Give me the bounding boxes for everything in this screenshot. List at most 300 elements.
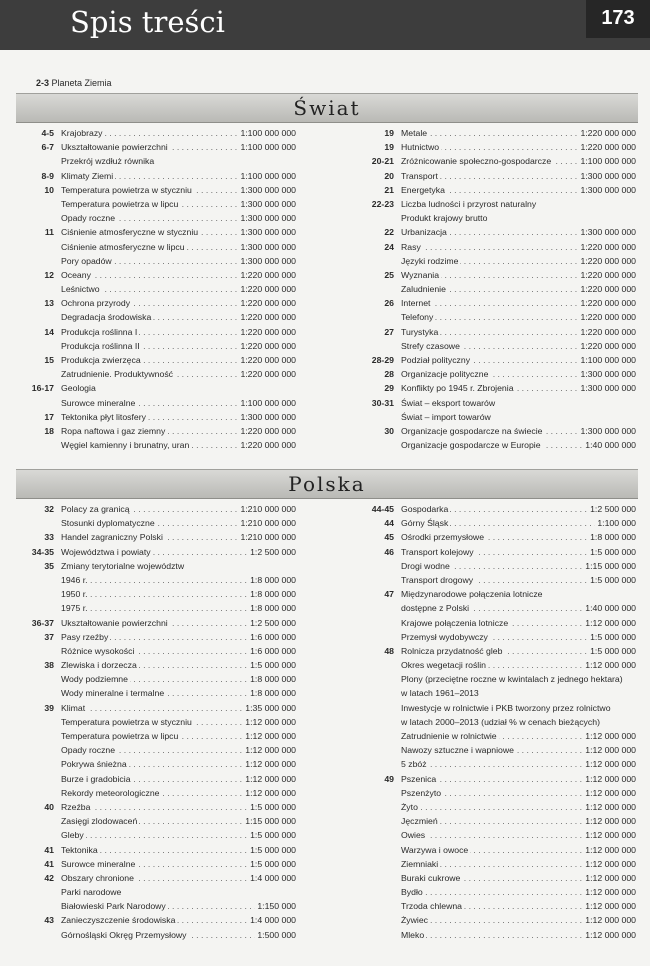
entry-page-number: 11 bbox=[44, 227, 54, 238]
toc-entry[interactable] bbox=[356, 885, 636, 899]
toc-entry[interactable] bbox=[16, 169, 296, 183]
entry-page-number: 13 bbox=[44, 298, 54, 309]
entry-scale: 1:12 000 000 bbox=[583, 885, 636, 899]
entry-label: Obszary chronione bbox=[61, 872, 134, 883]
toc-entry[interactable] bbox=[356, 438, 636, 452]
entry-label: Owies bbox=[401, 830, 426, 841]
entry-label: Metale bbox=[401, 128, 428, 138]
entry-scale: 1:220 000 000 bbox=[578, 325, 636, 339]
toc-entry[interactable] bbox=[356, 672, 636, 686]
entry-label: Klimaty Ziemi bbox=[61, 170, 114, 181]
toc-entry[interactable] bbox=[356, 268, 636, 282]
toc-entry[interactable] bbox=[356, 843, 636, 857]
toc-entry[interactable] bbox=[16, 296, 296, 310]
toc-entry[interactable] bbox=[356, 353, 636, 367]
entry-scale: 1:100 000 000 bbox=[238, 140, 296, 154]
toc-entry[interactable] bbox=[16, 339, 296, 353]
entry-page-number: 19 bbox=[384, 142, 394, 153]
entry-label: Surowce mineralne bbox=[61, 397, 136, 408]
toc-entry[interactable] bbox=[356, 899, 636, 913]
entry-label: dostępne z Polski bbox=[401, 603, 470, 614]
entry-label: Opady roczne bbox=[61, 745, 116, 756]
entry-label: Zatrudnienie w rolnictwie bbox=[401, 731, 497, 741]
toc-entry[interactable] bbox=[16, 268, 296, 282]
toc-entry[interactable] bbox=[356, 772, 636, 786]
entry-label: Parki narodowe bbox=[61, 887, 122, 898]
toc-entry[interactable] bbox=[356, 410, 636, 424]
entry-label: Transport kolejowy bbox=[401, 546, 474, 557]
entry-page-number: 29 bbox=[384, 383, 394, 394]
entry-scale: 1:5 000 000 bbox=[588, 644, 636, 658]
toc-entry[interactable] bbox=[356, 502, 636, 516]
toc-entry[interactable] bbox=[356, 197, 636, 211]
toc-entry[interactable] bbox=[356, 211, 636, 225]
entry-label: Leśnictwo bbox=[61, 284, 100, 295]
entry-label: 1975 r. bbox=[61, 603, 88, 614]
entry-scale: 1:5 000 000 bbox=[588, 630, 636, 644]
entry-scale: 1:12 000 000 bbox=[243, 772, 296, 786]
toc-entry[interactable] bbox=[356, 282, 636, 296]
entry-scale: 1:300 000 000 bbox=[238, 225, 296, 239]
entry-scale: 1:12 000 000 bbox=[243, 729, 296, 743]
entry-scale: 1:12 000 000 bbox=[583, 928, 636, 942]
toc-entry[interactable] bbox=[16, 587, 296, 601]
entry-label: Klimat bbox=[61, 702, 86, 713]
entry-scale: 1:35 000 000 bbox=[243, 701, 296, 715]
section-title: Polska bbox=[288, 472, 366, 496]
entry-label: 5 zbóż bbox=[401, 759, 427, 770]
entry-scale: 1:300 000 000 bbox=[238, 197, 296, 211]
toc-entry[interactable] bbox=[356, 169, 636, 183]
toc-entry[interactable] bbox=[16, 353, 296, 367]
entry-scale: 1:300 000 000 bbox=[238, 410, 296, 424]
toc-entry[interactable] bbox=[16, 757, 296, 771]
entry-scale: 1:12 000 000 bbox=[583, 857, 636, 871]
entry-page-number: 24 bbox=[384, 241, 394, 252]
toc-entry[interactable] bbox=[356, 254, 636, 268]
entry-label-wrap bbox=[401, 410, 636, 424]
entry-page-number: 8-9 bbox=[41, 170, 54, 181]
entry-label: Rolnicza przydatność gleb bbox=[401, 645, 503, 656]
toc-entry[interactable] bbox=[16, 559, 296, 573]
entry-scale: 1:12 000 000 bbox=[583, 899, 636, 913]
toc-entry[interactable] bbox=[356, 630, 636, 644]
toc-entry[interactable] bbox=[16, 197, 296, 211]
entry-label: Transport bbox=[401, 170, 438, 181]
section-header-polska bbox=[16, 469, 638, 499]
entry-scale: 1:220 000 000 bbox=[238, 296, 296, 310]
toc-entry[interactable] bbox=[356, 587, 636, 601]
toc-entry[interactable] bbox=[356, 616, 636, 630]
entry-label: Telefony bbox=[401, 312, 434, 323]
entry-page-number: 22 bbox=[384, 227, 394, 238]
entry-scale: 1:12 000 000 bbox=[583, 913, 636, 927]
entry-scale: 1:12 000 000 bbox=[583, 814, 636, 828]
entry-scale: 1:5 000 000 bbox=[248, 828, 296, 842]
entry-page-number: 42 bbox=[44, 872, 54, 883]
toc-entry[interactable] bbox=[356, 644, 636, 658]
toc-entry[interactable] bbox=[16, 282, 296, 296]
toc-entry[interactable] bbox=[356, 424, 636, 438]
entry-scale: 1:220 000 000 bbox=[238, 268, 296, 282]
entry-label: Podział polityczny bbox=[401, 355, 471, 365]
entry-page-number: 47 bbox=[384, 589, 394, 600]
entry-label: Bydło bbox=[401, 887, 423, 898]
entry-scale: 1:300 000 000 bbox=[578, 424, 636, 438]
entry-scale: 1:5 000 000 bbox=[248, 800, 296, 814]
entry-page-number: 2-3 bbox=[36, 78, 50, 88]
entry-label: Nawozy sztuczne i wapniowe bbox=[401, 745, 514, 756]
entry-scale: 1:8 000 000 bbox=[248, 672, 296, 686]
entry-label: Żyto bbox=[401, 801, 418, 812]
entry-label: Ukształtowanie powierzchni bbox=[61, 617, 168, 628]
toc-entry[interactable] bbox=[356, 339, 636, 353]
entry-scale: 1:150 000 bbox=[255, 899, 296, 913]
entry-label: Strefy czasowe bbox=[401, 340, 460, 351]
toc-entry[interactable] bbox=[356, 913, 636, 927]
entry-scale: 1:12 000 000 bbox=[243, 715, 296, 729]
entry-label-wrap bbox=[61, 885, 296, 899]
toc-entry[interactable] bbox=[356, 601, 636, 615]
entry-label: Zanieczyszczenie środowiska bbox=[61, 915, 176, 926]
entry-label: Krajowe połączenia lotnicze bbox=[401, 617, 509, 628]
toc-entry[interactable] bbox=[16, 424, 296, 438]
entry-label: Buraki cukrowe bbox=[401, 872, 461, 883]
entry-label: Węgiel kamienny i brunatny, uran bbox=[61, 440, 190, 451]
toc-entry[interactable] bbox=[356, 928, 636, 942]
entry-label: Górny Śląsk bbox=[401, 518, 449, 529]
entry-scale: 1:100 000 000 bbox=[238, 396, 296, 410]
entry-label: Plony (przeciętne roczne w kwintalach z jednego hektara) bbox=[401, 674, 623, 685]
entry-label: Języki rodzime bbox=[401, 255, 459, 266]
entry-scale: 1:100 000 000 bbox=[578, 154, 636, 168]
toc-entry[interactable] bbox=[16, 814, 296, 828]
entry-label: Okres wegetacji roślin bbox=[401, 660, 486, 671]
toc-entry[interactable] bbox=[16, 828, 296, 842]
toc-entry[interactable] bbox=[16, 899, 296, 913]
entry-scale: 1:12 000 000 bbox=[583, 871, 636, 885]
toc-entry[interactable] bbox=[16, 154, 296, 168]
entry-scale: 1:5 000 000 bbox=[248, 658, 296, 672]
toc-entry[interactable] bbox=[356, 559, 636, 573]
toc-entry[interactable] bbox=[16, 367, 296, 381]
entry-scale: 1:300 000 000 bbox=[578, 225, 636, 239]
toc-entry[interactable] bbox=[356, 757, 636, 771]
entry-label: Organizacje gospodarcze na świecie bbox=[401, 425, 543, 436]
toc-entry[interactable] bbox=[16, 545, 296, 559]
entry-label: Górnośląski Okręg Przemysłowy bbox=[61, 929, 187, 940]
toc-entry[interactable] bbox=[16, 325, 296, 339]
entry-label: Konflikty po 1945 r. Zbrojenia bbox=[401, 383, 514, 394]
entry-label: Gleby bbox=[61, 830, 84, 841]
toc-entry[interactable] bbox=[356, 857, 636, 871]
toc-entry[interactable] bbox=[16, 772, 296, 786]
entry-page-number: 44-45 bbox=[371, 504, 394, 514]
entry-scale: 1:220 000 000 bbox=[578, 310, 636, 324]
entry-scale: 1:12 000 000 bbox=[583, 616, 636, 630]
toc-entry[interactable] bbox=[16, 516, 296, 530]
entry-label: Energetyka bbox=[401, 184, 445, 195]
entry-page-number: 45 bbox=[384, 532, 394, 543]
entry-label: Ochrona przyrody bbox=[61, 298, 131, 309]
entry-scale: 1:2 500 000 bbox=[248, 616, 296, 630]
entry-scale: 1:300 000 000 bbox=[238, 183, 296, 197]
entry-page-number: 27 bbox=[384, 326, 394, 337]
entry-label-wrap bbox=[401, 672, 636, 686]
entry-label: Surowce mineralne bbox=[61, 858, 136, 869]
entry-scale: 1:210 000 000 bbox=[238, 530, 296, 544]
toc-entry[interactable] bbox=[16, 410, 296, 424]
toc-entry[interactable] bbox=[356, 715, 636, 729]
entry-label: Ukształtowanie powierzchni bbox=[61, 142, 168, 153]
entry-label: Burze i gradobicia bbox=[61, 773, 131, 784]
toc-entry[interactable] bbox=[16, 240, 296, 254]
entry-label: Białowieski Park Narodowy bbox=[61, 901, 166, 912]
toc-entry[interactable] bbox=[16, 530, 296, 544]
toc-entry[interactable] bbox=[356, 381, 636, 395]
entry-label: Temperatura powietrza w lipcu bbox=[61, 198, 179, 209]
entry-label: Produkcja zwierzęca bbox=[61, 355, 141, 365]
entry-page-number: 38 bbox=[44, 660, 54, 671]
entry-scale: 1:12 000 000 bbox=[583, 658, 636, 672]
entry-label: Pokrywa śnieżna bbox=[61, 759, 127, 770]
toc-entry[interactable] bbox=[356, 126, 636, 140]
entry-scale: 1:220 000 000 bbox=[578, 140, 636, 154]
toc-entry[interactable] bbox=[16, 871, 296, 885]
entry-page-number: 43 bbox=[44, 915, 54, 926]
toc-entry[interactable] bbox=[356, 396, 636, 410]
entry-page-number: 21 bbox=[384, 184, 394, 195]
entry-scale: 1:8 000 000 bbox=[248, 686, 296, 700]
entry-label: Wody podziemne bbox=[61, 674, 128, 685]
toc-entry[interactable] bbox=[356, 183, 636, 197]
toc-entry[interactable] bbox=[356, 530, 636, 544]
toc-entry[interactable] bbox=[16, 644, 296, 658]
toc-entry[interactable] bbox=[16, 630, 296, 644]
entry-page-number: 20 bbox=[384, 170, 394, 181]
entry-scale: 1:100 000 bbox=[595, 516, 636, 530]
toc-entry[interactable] bbox=[356, 871, 636, 885]
toc-entry[interactable] bbox=[16, 140, 296, 154]
entry-scale: 1:40 000 000 bbox=[583, 601, 636, 615]
entry-label: Jęczmień bbox=[401, 816, 438, 827]
entry-scale: 1:12 000 000 bbox=[243, 786, 296, 800]
entry-scale: 1:100 000 000 bbox=[578, 353, 636, 367]
entry-label: Inwestycje w rolnictwie i PKB tworzony przez rolnictwo bbox=[401, 702, 611, 713]
entry-label: 1950 r. bbox=[61, 589, 88, 600]
entry-label: Pory opadów bbox=[61, 255, 112, 266]
toc-entry[interactable] bbox=[356, 367, 636, 381]
toc-entry[interactable] bbox=[16, 616, 296, 630]
entry-label: Rasy bbox=[401, 241, 421, 252]
toc-entry[interactable] bbox=[16, 701, 296, 715]
entry-scale: 1:300 000 000 bbox=[578, 169, 636, 183]
toc-entry[interactable] bbox=[16, 310, 296, 324]
entry-label: Produkcja roślinna I bbox=[61, 326, 138, 337]
entry-scale: 1:300 000 000 bbox=[238, 240, 296, 254]
entry-scale: 1:100 000 000 bbox=[238, 126, 296, 140]
entry-scale: 1:40 000 000 bbox=[583, 438, 636, 452]
toc-column-swiat-right bbox=[356, 126, 636, 452]
toc-entry[interactable] bbox=[356, 516, 636, 530]
entry-label: Rzeźba bbox=[61, 801, 91, 812]
toc-entry[interactable] bbox=[356, 743, 636, 757]
toc-entry[interactable] bbox=[16, 729, 296, 743]
entry-scale: 1:210 000 000 bbox=[238, 502, 296, 516]
entry-scale: 1:5 000 000 bbox=[248, 857, 296, 871]
toc-entry[interactable] bbox=[356, 140, 636, 154]
entry-scale: 1:220 000 000 bbox=[238, 424, 296, 438]
entry-page-number: 30-31 bbox=[371, 397, 394, 408]
toc-entry[interactable] bbox=[356, 573, 636, 587]
entry-label: Organizacje gospodarcze w Europie bbox=[401, 440, 541, 451]
toc-entry[interactable] bbox=[356, 545, 636, 559]
entry-page-number: 44 bbox=[384, 518, 394, 529]
entry-label: Turystyka bbox=[401, 326, 439, 337]
toc-entry[interactable] bbox=[16, 573, 296, 587]
entry-scale: 1:12 000 000 bbox=[583, 772, 636, 786]
entry-scale: 1:5 000 000 bbox=[588, 573, 636, 587]
toc-entry[interactable] bbox=[16, 843, 296, 857]
toc-entry[interactable] bbox=[16, 658, 296, 672]
entry-scale: 1:12 000 000 bbox=[583, 757, 636, 771]
toc-entry[interactable] bbox=[356, 154, 636, 168]
entry-scale: 1:4 000 000 bbox=[248, 913, 296, 927]
toc-entry[interactable] bbox=[16, 928, 296, 942]
entry-scale: 1:12 000 000 bbox=[243, 743, 296, 757]
entry-page-number: 39 bbox=[44, 702, 54, 713]
entry-label-wrap bbox=[61, 559, 296, 573]
entry-scale: 1:15 000 000 bbox=[583, 559, 636, 573]
entry-label: Liczba ludności i przyrost naturalny bbox=[401, 198, 537, 209]
entry-page-number: 19 bbox=[384, 128, 394, 138]
entry-label: Temperatura powietrza w lipcu bbox=[61, 731, 179, 741]
entry-label: Świat – import towarów bbox=[401, 411, 491, 422]
toc-entry[interactable] bbox=[16, 254, 296, 268]
toc-entry[interactable] bbox=[356, 701, 636, 715]
toc-entry[interactable] bbox=[16, 786, 296, 800]
page-title: Spis treści bbox=[70, 5, 225, 39]
entry-label: Międzynarodowe połączenia lotnicze bbox=[401, 589, 543, 600]
toc-entry[interactable] bbox=[356, 658, 636, 672]
entry-scale: 1:300 000 000 bbox=[238, 254, 296, 268]
entry-page-number: 28 bbox=[384, 369, 394, 380]
entry-label: Trzoda chlewna bbox=[401, 901, 463, 912]
entry-label: Ośrodki przemysłowe bbox=[401, 532, 485, 543]
entry-label-wrap bbox=[401, 211, 636, 225]
toc-entry[interactable] bbox=[16, 126, 296, 140]
entry-page-number: 12 bbox=[44, 269, 54, 280]
toc-entry[interactable] bbox=[16, 913, 296, 927]
toc-entry[interactable] bbox=[356, 296, 636, 310]
entry-page-number: 41 bbox=[44, 844, 54, 855]
toc-entry[interactable] bbox=[356, 786, 636, 800]
toc-entry[interactable] bbox=[16, 672, 296, 686]
entry-label: Transport drogowy bbox=[401, 574, 474, 585]
entry-scale: 1:300 000 000 bbox=[578, 183, 636, 197]
entry-scale: 1:220 000 000 bbox=[238, 438, 296, 452]
entry-page-number: 25 bbox=[384, 269, 394, 280]
toc-entry[interactable] bbox=[356, 729, 636, 743]
entry-scale: 1:12 000 000 bbox=[583, 800, 636, 814]
toc-entry[interactable] bbox=[16, 686, 296, 700]
toc-entry[interactable] bbox=[356, 225, 636, 239]
entry-label: Mleko bbox=[401, 929, 425, 940]
entry-scale: 1:210 000 000 bbox=[238, 516, 296, 530]
entry-label: w latach 2000–2013 (udział % w cenach bieżących) bbox=[401, 716, 600, 727]
entry-page-number: 32 bbox=[44, 504, 54, 514]
toc-entry[interactable] bbox=[16, 885, 296, 899]
entry-label: 1946 r. bbox=[61, 574, 88, 585]
entry-scale: 1:8 000 000 bbox=[248, 601, 296, 615]
entry-page-number: 40 bbox=[44, 801, 54, 812]
entry-label: Geologia bbox=[61, 383, 96, 394]
toc-entry[interactable] bbox=[16, 601, 296, 615]
entry-label: w latach 1961–2013 bbox=[401, 688, 479, 699]
toc-entry[interactable] bbox=[16, 396, 296, 410]
toc-entry[interactable] bbox=[16, 225, 296, 239]
toc-entry[interactable] bbox=[356, 814, 636, 828]
entry-label: Żywiec bbox=[401, 915, 429, 926]
entry-page-number: 10 bbox=[44, 184, 54, 195]
entry-scale: 1:220 000 000 bbox=[238, 310, 296, 324]
entry-label: Zaludnienie bbox=[401, 284, 446, 295]
entry-label-wrap bbox=[401, 587, 636, 601]
entry-label: Przemysł wydobywczy bbox=[401, 631, 488, 642]
toc-entry[interactable] bbox=[356, 686, 636, 700]
toc-entry[interactable] bbox=[16, 381, 296, 395]
entry-label: Ropa naftowa i gaz ziemny bbox=[61, 425, 166, 436]
toc-entry[interactable] bbox=[356, 800, 636, 814]
entry-scale: 1:5 000 000 bbox=[248, 843, 296, 857]
entry-scale: 1:12 000 000 bbox=[583, 828, 636, 842]
section-title: Świat bbox=[293, 96, 361, 120]
toc-entry[interactable] bbox=[16, 502, 296, 516]
entry-scale: 1:12 000 000 bbox=[243, 757, 296, 771]
toc-entry[interactable] bbox=[356, 828, 636, 842]
entry-label: Tektonika płyt litosfery bbox=[61, 411, 146, 422]
entry-scale: 1:220 000 000 bbox=[238, 325, 296, 339]
toc-column-polska-left bbox=[16, 502, 296, 942]
toc-entry[interactable] bbox=[356, 240, 636, 254]
entry-page-number: 14 bbox=[44, 326, 54, 337]
toc-column-polska-right bbox=[356, 502, 636, 942]
entry-label-wrap bbox=[401, 396, 636, 410]
toc-entry[interactable] bbox=[16, 183, 296, 197]
entry-scale: 1:8 000 000 bbox=[588, 530, 636, 544]
entry-label-wrap bbox=[401, 197, 636, 211]
toc-entry[interactable] bbox=[356, 325, 636, 339]
entry-label: Zatrudnienie. Produktywność bbox=[61, 369, 174, 380]
toc-entry[interactable] bbox=[16, 211, 296, 225]
entry-page-number: 26 bbox=[384, 298, 394, 309]
intro-entry[interactable] bbox=[36, 77, 112, 89]
entry-scale: 1:220 000 000 bbox=[578, 339, 636, 353]
toc-entry[interactable] bbox=[16, 800, 296, 814]
toc-entry[interactable] bbox=[16, 743, 296, 757]
toc-entry[interactable] bbox=[16, 857, 296, 871]
entry-page-number: 48 bbox=[384, 645, 394, 656]
entry-label: Oceany bbox=[61, 269, 91, 280]
toc-entry[interactable] bbox=[356, 310, 636, 324]
entry-page-number: 20-21 bbox=[371, 156, 394, 167]
entry-scale: 1:220 000 000 bbox=[578, 240, 636, 254]
entry-page-number: 17 bbox=[44, 411, 54, 422]
entry-label: Produkcja roślinna II bbox=[61, 340, 140, 351]
toc-entry[interactable] bbox=[16, 715, 296, 729]
toc-entry[interactable] bbox=[16, 438, 296, 452]
toc-column-swiat-left bbox=[16, 126, 296, 452]
